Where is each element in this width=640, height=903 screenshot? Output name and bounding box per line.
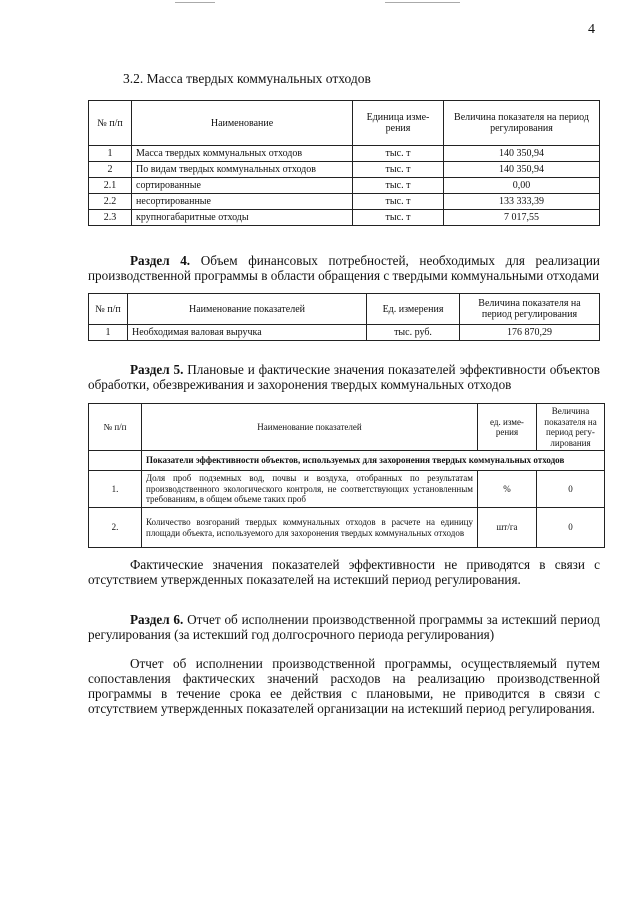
cell: Необходимая валовая выручка (128, 325, 367, 341)
table-row (89, 508, 605, 548)
cell: тыс. т (353, 210, 444, 226)
waste-mass-table (88, 100, 600, 226)
header-cell: Величина показателя на период регу-лирования (537, 404, 605, 451)
group-cell: Показатели эффективности объектов, используемых для захоронения твердых коммунальных отходов (142, 451, 605, 471)
body-text: Отчет об исполнении производственной программы, осуществляемый путем сопоставления фактических значений расходов на реализацию производственной программы в течение срока ее действия с плановыми, не приводится в связи с отсутствием утвержденных показателей организации на истекший период регулирования. (88, 656, 600, 716)
efficiency-table (88, 403, 605, 548)
header-cell: Наименование (132, 101, 353, 146)
header-cell: Величина показателя на период регулирования (460, 294, 600, 325)
cell: тыс. т (353, 162, 444, 178)
table-header (89, 101, 600, 146)
cell: 0 (537, 471, 605, 508)
cell: тыс. т (353, 178, 444, 194)
financial-needs-table (88, 293, 600, 341)
header-cell: Величина показателя на период регулирования (444, 101, 600, 146)
header-cell: № п/п (89, 294, 128, 325)
section-label: Раздел 5. (130, 362, 184, 377)
cell: 176 870,29 (460, 325, 600, 341)
section-text: Плановые и фактические значения показателей эффективности объектов обработки, обезвреживания и захоронения твердых коммунальных отходов (88, 362, 601, 392)
section-text: Объем финансовых потребностей, необходимых для реализации производственной программы в области обращения с твердыми коммунальными отходами (88, 253, 600, 283)
cell: 133 333,39 (444, 194, 600, 210)
cell: 2.1 (89, 178, 132, 194)
table-row (89, 162, 600, 178)
table-row (89, 471, 605, 508)
section-5-note (88, 557, 600, 587)
cell: тыс. руб. (367, 325, 460, 341)
section-label: Раздел 4. (130, 253, 191, 268)
header-cell: Ед. измерения (367, 294, 460, 325)
cell: тыс. т (353, 194, 444, 210)
cell: Количество возгораний твердых коммунальных отходов в расчете на единицу площади объекта, используемого для захоронения твердых коммунальных отходов (142, 508, 478, 548)
section-text: Отчет об исполнении производственной программы за истекший период регулирования (за истекший год долгосрочного периода регулирования) (88, 612, 600, 642)
cell: % (478, 471, 537, 508)
scan-artifact (175, 2, 215, 3)
cell: 140 350,94 (444, 162, 600, 178)
section-6-heading (88, 612, 600, 642)
table-header (89, 404, 605, 451)
section-4-heading (88, 253, 600, 283)
cell: 140 350,94 (444, 146, 600, 162)
note-text: Фактические значения показателей эффективности не приводятся в связи с отсутствием утвержденных показателей на истекший период регулирования. (88, 557, 600, 587)
section-label: Раздел 6. (130, 612, 184, 627)
table-row (89, 210, 600, 226)
cell: сортированные (132, 178, 353, 194)
scan-artifact (385, 2, 460, 3)
header-cell: Единица изме-рения (353, 101, 444, 146)
cell: 2 (89, 162, 132, 178)
cell: 1 (89, 146, 132, 162)
table-header (89, 294, 600, 325)
cell: крупногабаритные отходы (132, 210, 353, 226)
cell: 0,00 (444, 178, 600, 194)
cell: шт/га (478, 508, 537, 548)
cell: Доля проб подземных вод, почвы и воздуха, отобранных по результатам производственного экологического контроля, не соответствующих установленным требованиям, в общем объеме таких проб (142, 471, 478, 508)
cell: 2.2 (89, 194, 132, 210)
table-row (89, 178, 600, 194)
section-3-2-title: 3.2. Масса твердых коммунальных отходов (123, 71, 371, 86)
cell: 7 017,55 (444, 210, 600, 226)
page-number: 4 (588, 22, 595, 37)
section-5-heading (88, 362, 600, 392)
header-cell: № п/п (89, 101, 132, 146)
cell: тыс. т (353, 146, 444, 162)
header-cell: ед. изме-рения (478, 404, 537, 451)
cell: 2.3 (89, 210, 132, 226)
cell: По видам твердых коммунальных отходов (132, 162, 353, 178)
header-cell: Наименование показателей (128, 294, 367, 325)
table-row (89, 194, 600, 210)
table-row (89, 325, 600, 341)
header-cell: Наименование показателей (142, 404, 478, 451)
table-row (89, 146, 600, 162)
group-row (89, 451, 605, 471)
header-cell: № п/п (89, 404, 142, 451)
cell: несортированные (132, 194, 353, 210)
cell: 2. (89, 508, 142, 548)
cell: 0 (537, 508, 605, 548)
cell: 1. (89, 471, 142, 508)
cell: 1 (89, 325, 128, 341)
cell: Масса твердых коммунальных отходов (132, 146, 353, 162)
section-6-body (88, 656, 600, 716)
